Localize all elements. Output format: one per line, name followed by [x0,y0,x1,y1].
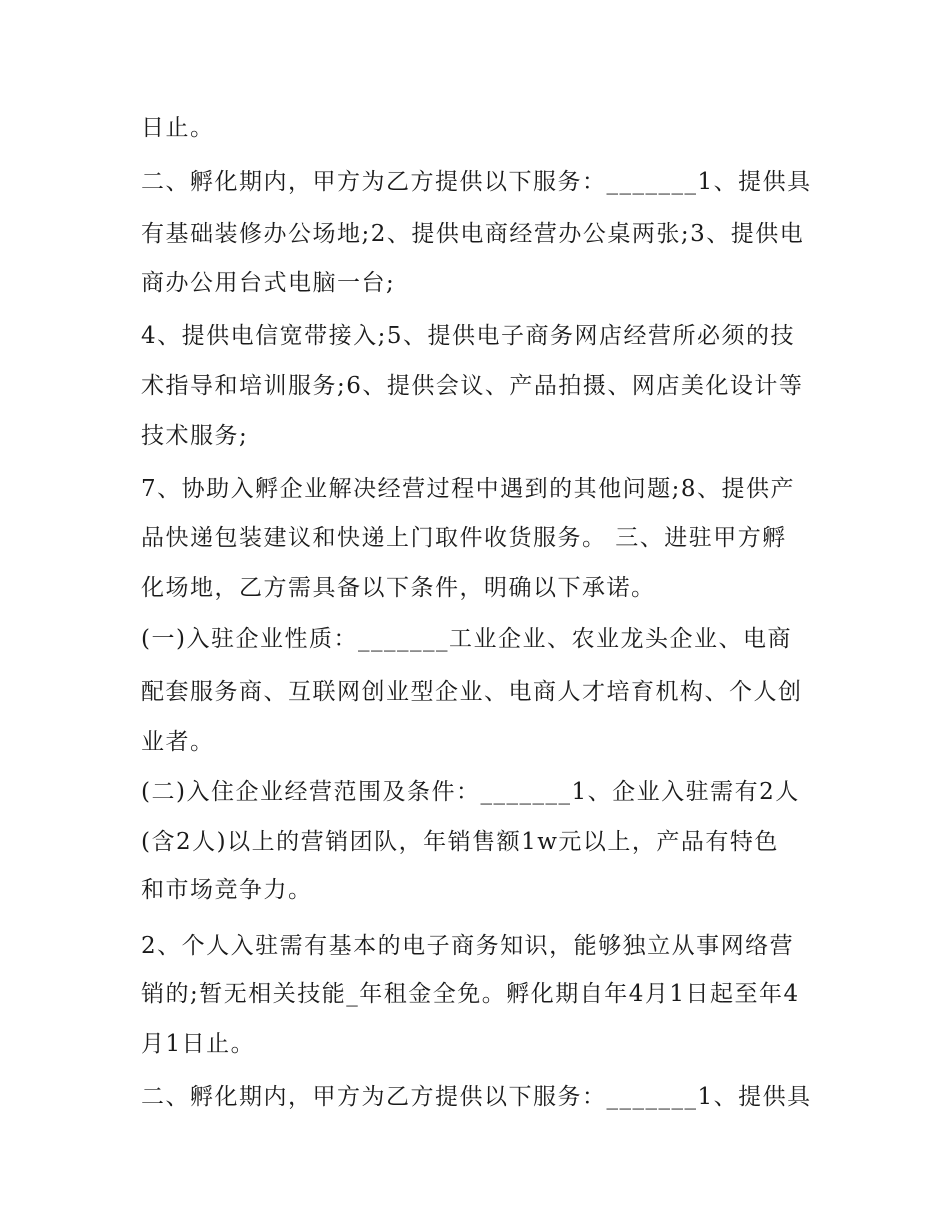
text-line: 二、孵化期内，甲方为乙方提供以下服务：_______1、提供具 [141,169,812,195]
text-line: 7、协助入孵企业解决经营过程中遇到的其他问题;8、提供产 [141,476,796,502]
text-line: 和市场竞争力。 [141,877,313,903]
text-line: 4、提供电信宽带接入;5、提供电子商务网店经营所必须的技 [141,323,796,349]
text-line: 技术服务; [141,423,249,449]
text-line: 月1日止。 [141,1031,256,1057]
text-line: 商办公用台式电脑一台; [141,270,396,296]
text-line: 二、孵化期内，甲方为乙方提供以下服务：_______1、提供具 [141,1084,812,1110]
text-line: (含2人)以上的营销团队，年销售额1w元以上，产品有特色 [141,829,779,855]
text-line: 销的;暂无相关技能_年租金全免。孵化期自年4月1日起至年4 [141,981,800,1007]
text-line: (一)入驻企业性质：_______工业企业、农业龙头企业、电商 [141,626,792,652]
text-line: 术指导和培训服务;6、提供会议、产品拍摄、网店美化设计等 [141,373,804,399]
text-line: 日止。 [141,115,215,141]
text-line: (二)入住企业经营范围及条件：_______1、企业入驻需有2人 [141,779,800,805]
text-line: 品快递包装建议和快递上门取件收货服务。 三、进驻甲方孵 [141,525,787,551]
text-line: 配套服务商、互联网创业型企业、电商人才培育机构、个人创 [141,679,803,705]
text-line: 化场地，乙方需具备以下条件，明确以下承诺。 [141,575,656,601]
text-line: 有基础装修办公场地;2、提供电商经营办公桌两张;3、提供电 [141,221,805,247]
text-line: 2、个人入驻需有基本的电子商务知识，能够独立从事网络营 [141,933,795,959]
text-line: 业者。 [141,729,215,755]
